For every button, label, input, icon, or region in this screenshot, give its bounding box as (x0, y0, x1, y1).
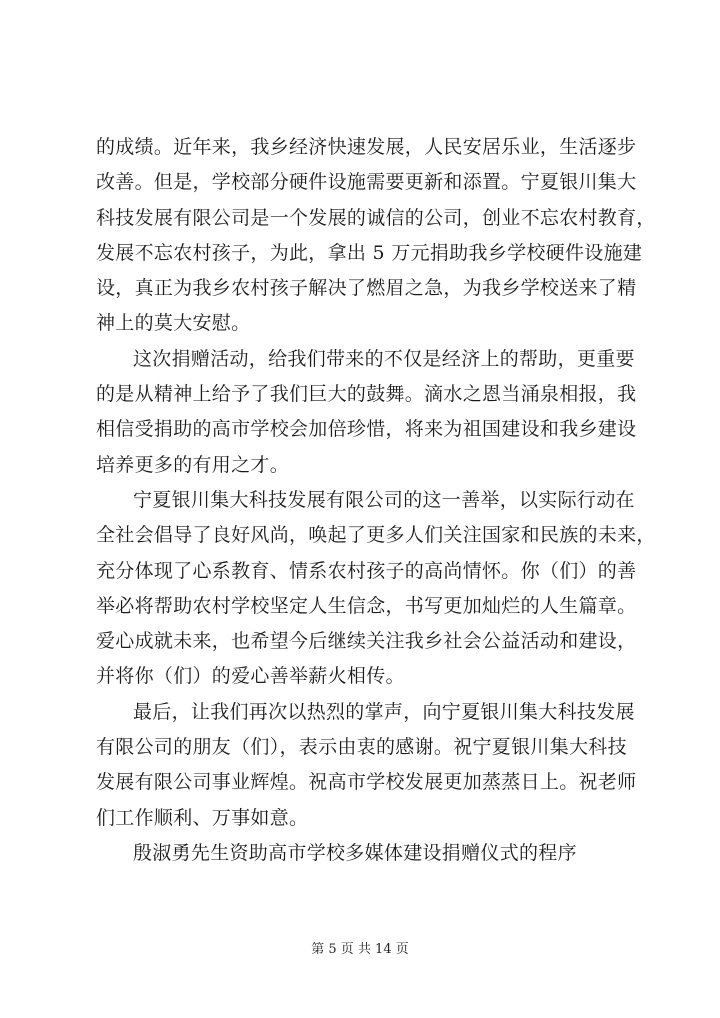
text-line: 爱心成就未来，也希望今后继续关注我乡社会公益活动和建设， (96, 630, 637, 653)
text-line: 全社会倡导了良好风尚，唤起了更多人们关注国家和民族的未来， (96, 524, 656, 547)
text-line: 们工作顺利、万事如意。 (96, 806, 309, 829)
text-line: 并将你（们）的爱心善举薪火相传。 (96, 665, 405, 688)
text-line: 设，真正为我乡农村孩子解决了燃眉之急，为我乡学校送来了精 (96, 277, 637, 300)
page-footer: 第 5 页 共 14 页 (311, 942, 409, 957)
text-line: 有限公司的朋友（们），表示由衷的感谢。祝宁夏银川集大科技 (96, 736, 627, 759)
text-line: 科技发展有限公司是一个发展的诚信的公司，创业不忘农村教育， (96, 206, 656, 229)
text-line: 相信受捐助的高市学校会加倍珍惜，将来为祖国建设和我乡建设 (96, 418, 637, 441)
text-line: 殷淑勇先生资助高市学校多媒体建设捐赠仪式的程序 (133, 841, 577, 864)
text-line: 神上的莫大安慰。 (96, 312, 251, 335)
text-line: 的成绩。近年来，我乡经济快速发展，人民安居乐业，生活逐步 (96, 136, 637, 158)
text-line: 充分体现了心系教育、情系农村孩子的高尚情怀。你（们）的善 (96, 559, 637, 582)
text-line: 改善。但是，学校部分硬件设施需要更新和添置。宁夏银川集大 (96, 171, 637, 194)
text-line: 发展不忘农村孩子，为此，拿出 5 万元捐助我乡学校硬件设施建 (96, 241, 643, 264)
text-line: 最后，让我们再次以热烈的掌声，向宁夏银川集大科技发展 (133, 700, 635, 723)
text-line: 培养更多的有用之才。 (96, 453, 290, 476)
text-line: 这次捐赠活动，给我们带来的不仅是经济上的帮助，更重要 (133, 347, 635, 370)
document-body (96, 130, 656, 871)
text-line: 举必将帮助农村学校坚定人生信念，书写更加灿烂的人生篇章。 (96, 594, 637, 617)
text-line: 发展有限公司事业辉煌。祝高市学校发展更加蒸蒸日上。祝老师 (96, 771, 637, 794)
text-line: 的是从精神上给予了我们巨大的鼓舞。滴水之恩当涌泉相报，我 (96, 383, 637, 406)
text-line: 宁夏银川集大科技发展有限公司的这一善举，以实际行动在 (133, 488, 635, 511)
